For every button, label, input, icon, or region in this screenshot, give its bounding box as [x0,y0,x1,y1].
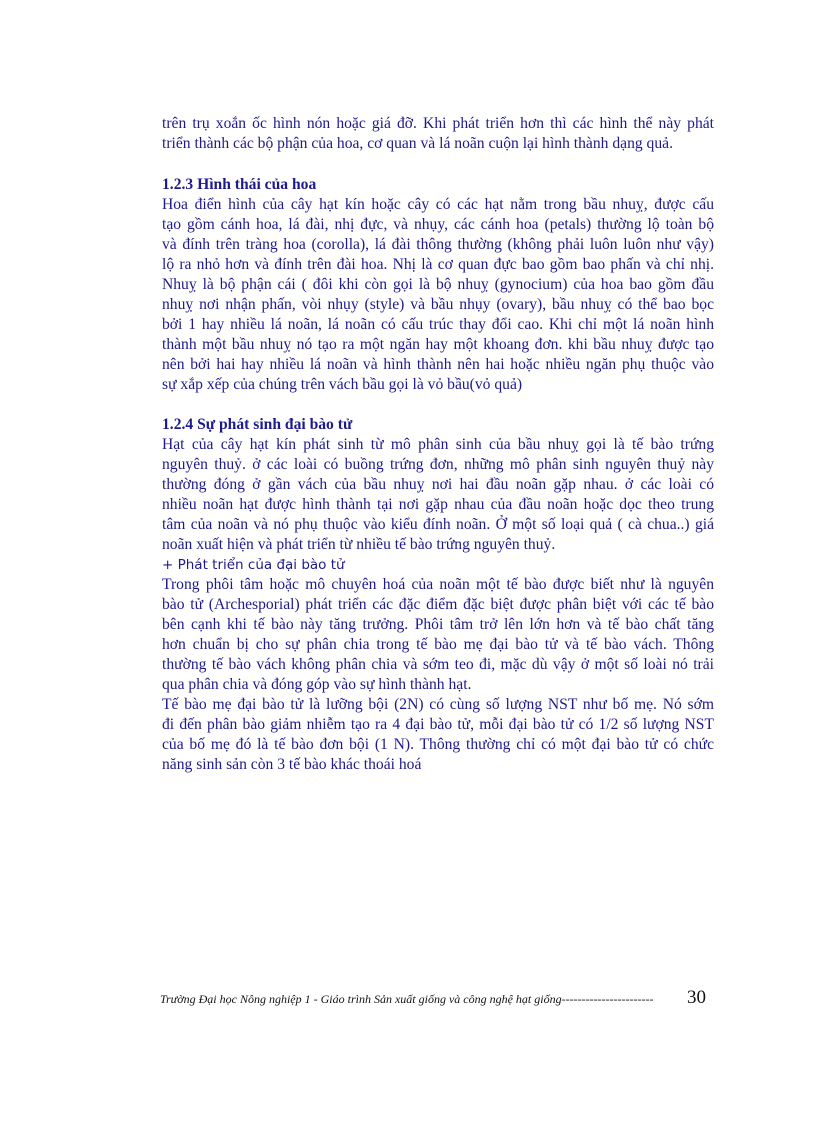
paragraph-line: sự xắp xếp của chúng trên vách bầu gọi là vỏ bầu(vỏ quả) [162,376,523,393]
paragraph-line: bào tử (Archesporial) phát triển các đặc điểm đặc biệt được phân biệt với các tế bào [162,596,714,613]
paragraph-line: Hạt của cây hạt kín phát sinh từ mô phân sinh của bầu nhuỵ gọi là tế bào trứng [162,436,714,453]
paragraph-line: Tế bào mẹ đại bào tử là lưỡng bội (2N) có cùng số lượng NST như bố mẹ. Nó sớm [162,696,714,713]
paragraph-line: nguyên thuỷ. ở các loài có buồng trứng đơn, những mô phân sinh nguyên thuỷ này [162,456,714,473]
paragraph-line: thành một bầu nhuỵ nó tạo ra một ngăn hay một khoang đơn. khi bầu nhuỵ được tạo [162,336,714,353]
paragraph-line: và đính trên tràng hoa (corolla), lá đài thông thường (không phải luôn luôn như vậy) [162,236,714,253]
paragraph-line: thường đóng ở gần vách của bầu nhuỵ nơi hai đầu noãn gặp nhau. ở các loài có [162,476,714,493]
paragraph-line: tạo gồm cánh hoa, lá đài, nhị đực, và nhụy, các cánh hoa (petals) thường lộ toàn bộ [162,216,714,233]
sub-heading: + Phát triển của đại bào tử [162,557,345,573]
paragraph-line: nhuỵ nơi nhận phấn, vòi nhụy (style) và bầu nhụy (ovary), bầu nhuỵ có thể bao bọc [162,296,714,313]
footer-text: Trường Đại học Nông nghiệp 1 - Giáo trình Sản xuất giống và công nghệ hạt giống----------------------- [160,992,654,1006]
paragraph-line: thường tế bào vách không phân chia và sớm teo đi, mặc dù vậy ở một số loài nó trải [162,656,714,673]
paragraph-line: lộ ra nhỏ hơn và đính trên đài hoa. Nhị là cơ quan đực bao gồm bao phấn và chỉ nhị. [162,256,714,273]
paragraph-line: bên cạnh khi tế bào này tăng trưởng. Phôi tâm trở lên lớn hơn và tế bào chất tăng [162,616,714,633]
paragraph-line: của bố mẹ đó là tế bào đơn bội (1 N). Thông thường chỉ có một đại bào tử có chức [162,736,714,753]
paragraph-line: nên bởi hai hay nhiều lá noãn và hình thành nên hai hoặc nhiều ngăn phụ thuộc vào [162,356,714,373]
paragraph-line: tâm của noãn và nó phụ thuộc vào kiểu đính noãn. Ở một số loại quả ( cà chua..) giá [162,516,714,533]
paragraph-line: Trong phôi tâm hoặc mô chuyên hoá của noãn một tế bào được biết như là nguyên [162,576,714,593]
paragraph-line: bởi 1 hay nhiều lá noãn, lá noãn có cấu trúc thay đổi cao. Khi chỉ một lá noãn hình [162,316,714,333]
paragraph-line: nhiều noãn hạt được hình thành tại nơi gặp nhau của đầu noãn hoặc dọc theo trung [162,496,714,513]
paragraph-line: noãn xuất hiện và phát triển từ nhiều tế bào trứng nguyên thuỷ. [162,536,556,553]
paragraph-line: năng sinh sản còn 3 tế bào khác thoái hoá [162,756,422,773]
paragraph-line: Hoa điển hình của cây hạt kín hoặc cây có các hạt nằm trong bầu nhuỵ, được cấu [162,196,714,213]
section-heading-1-2-4: 1.2.4 Sự phát sinh đại bào tử [162,416,353,433]
section-heading-1-2-3: 1.2.3 Hình thái của hoa [162,176,317,193]
paragraph-line: Nhuỵ là bộ phận cái ( đôi khi còn gọi là bộ nhuỵ (gynocium) của hoa bao gồm đầu [162,276,714,293]
page-footer [160,987,716,1014]
paragraph-line: qua phân chia và đóng góp vào sự hình thành hạt. [162,676,472,693]
paragraph-line: đi đến phân bào giảm nhiễm tạo ra 4 đại bào tử, mỗi đại bào tử có 1/2 số lượng NST [162,716,714,733]
paragraph-line: hơn chuẩn bị cho sự phân chia trong tế bào mẹ đại bào tử và tế bào vách. Thông [162,636,714,653]
intro-line: trên trụ xoắn ốc hình nón hoặc giá đỡ. Khi phát triển hơn thì các hình thể này phát [162,115,714,132]
intro-line: triển thành các bộ phận của hoa, cơ quan và lá noãn cuộn lại hình thành dạng quả. [162,135,673,152]
page-number: 30 [687,987,706,1008]
